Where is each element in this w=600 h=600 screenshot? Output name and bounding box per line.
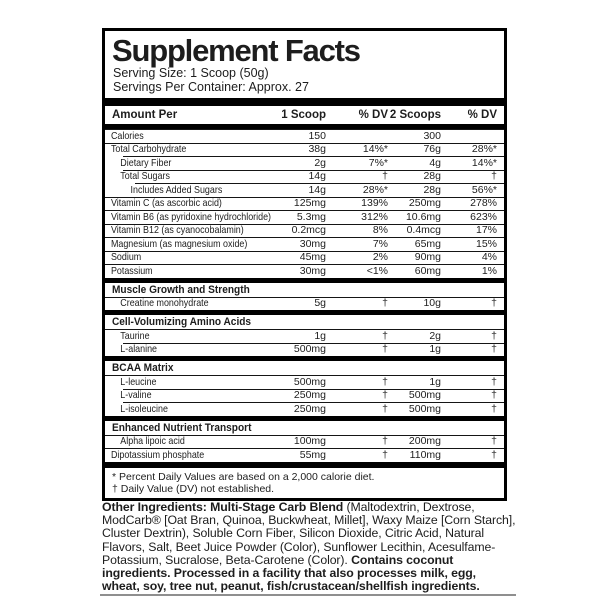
table-row <box>105 329 504 343</box>
ingredient-name: Potassium <box>110 264 153 277</box>
section-header-label: Muscle Growth and Strength <box>112 283 250 296</box>
panel-title: Supplement Facts <box>112 33 360 68</box>
amount-1-scoop: 1g <box>314 329 326 342</box>
dv-1-scoop: † <box>382 435 388 448</box>
amount-1-scoop: 500mg <box>293 343 326 356</box>
table-row <box>105 402 504 416</box>
dv-2-scoops: 4% <box>481 251 497 264</box>
ingredient-name: Dietary Fiber <box>120 156 172 169</box>
other-ingredients-intro: Other Ingredients: Multi-Stage Carb Blend <box>102 500 344 514</box>
column-1-scoop: 1 Scoop <box>281 109 326 121</box>
serving-info <box>105 67 504 94</box>
ingredient-name: Vitamin C (as ascorbic acid) <box>110 197 222 210</box>
amount-2-scoops: 4g <box>429 156 441 169</box>
amount-2-scoops: 28g <box>423 170 441 183</box>
dv-2-scoops: 14%* <box>471 156 497 169</box>
table-row <box>105 251 504 265</box>
column-dv-2: % DV <box>467 109 497 121</box>
footnote-dv-not-established: † Daily Value (DV) not established. <box>112 482 275 495</box>
separator-bar-thick <box>105 98 504 106</box>
section-header-label: Enhanced Nutrient Transport <box>112 421 252 434</box>
dv-2-scoops: † <box>491 375 497 388</box>
table-row <box>105 264 504 278</box>
ingredient-name: Total Carbohydrate <box>110 143 187 156</box>
dv-1-scoop: 312% <box>361 210 388 223</box>
amount-1-scoop: 125mg <box>293 197 326 210</box>
dv-2-scoops: 623% <box>470 210 497 223</box>
dv-2-scoops: † <box>491 170 497 183</box>
table-row <box>105 435 504 449</box>
amount-1-scoop: 150 <box>308 129 326 142</box>
amount-1-scoop: 14g <box>308 183 326 196</box>
dv-1-scoop: 139% <box>361 197 388 210</box>
amount-1-scoop: 500mg <box>293 375 326 388</box>
dv-1-scoop: <1% <box>366 264 388 277</box>
amount-2-scoops: 10.6mg <box>405 210 441 223</box>
dv-2-scoops: † <box>491 343 497 356</box>
section-header-label: BCAA Matrix <box>112 362 174 374</box>
amount-2-scoops: 500mg <box>408 389 441 402</box>
section-header-row <box>105 416 504 435</box>
amount-1-scoop: 14g <box>308 170 326 183</box>
amount-1-scoop: 5g <box>314 297 326 310</box>
dv-2-scoops: † <box>491 402 497 415</box>
ingredient-name: Taurine <box>120 329 150 342</box>
section-header-label: Cell-Volumizing Amino Acids <box>112 316 252 328</box>
servings-per-container: Servings Per Container: Approx. 27 <box>113 79 309 94</box>
amount-1-scoop: 45mg <box>299 251 326 264</box>
amount-2-scoops: 1g <box>429 375 441 388</box>
dv-1-scoop: † <box>382 170 388 183</box>
amount-2-scoops: 110mg <box>409 448 441 461</box>
table-row <box>105 237 504 251</box>
dv-2-scoops: 56%* <box>471 183 497 196</box>
allergen-statement: Contains coconut ingredients. Processed in a facility that also processes milk, egg, wheat, soy, tree nut, peanut, fish/crustacean/shellfish ingredients. <box>102 552 480 594</box>
amount-2-scoops: 65mg <box>414 237 441 250</box>
dv-1-scoop: 28%* <box>362 183 388 196</box>
amount-1-scoop: 250mg <box>293 402 326 415</box>
table-row <box>105 143 504 157</box>
amount-2-scoops: 2g <box>429 329 441 342</box>
amount-2-scoops: 60mg <box>414 264 441 277</box>
ingredient-name: Calories <box>110 129 144 142</box>
ingredient-name: Sodium <box>110 251 142 264</box>
dv-2-scoops: 278% <box>470 197 497 210</box>
other-ingredients-paragraph <box>102 501 516 593</box>
amount-2-scoops: 300 <box>423 129 441 142</box>
ingredient-name: Vitamin B6 (as pyridoxine hydrochloride) <box>110 210 272 223</box>
table-row <box>105 210 504 224</box>
footnotes <box>105 462 504 498</box>
ingredient-name: L-leucine <box>120 375 157 388</box>
ingredient-name: Dipotassium phosphate <box>110 448 205 461</box>
ingredient-name: Magnesium (as magnesium oxide) <box>110 237 248 250</box>
dv-1-scoop: 14%* <box>362 143 388 156</box>
dv-1-scoop: † <box>382 329 388 342</box>
table-row <box>105 375 504 389</box>
table-row <box>105 343 504 357</box>
facts-entries <box>105 129 504 462</box>
supplement-facts-panel <box>102 28 507 501</box>
table-row <box>105 156 504 170</box>
table-row <box>105 129 504 143</box>
amount-1-scoop: 30mg <box>299 264 326 277</box>
table-row <box>105 224 504 238</box>
dv-1-scoop: 7% <box>372 237 388 250</box>
dv-2-scoops: 1% <box>481 264 497 277</box>
ingredient-name: Vitamin B12 (as cyanocobalamin) <box>110 224 244 237</box>
ingredient-name: L-valine <box>120 389 152 402</box>
dv-1-scoop: † <box>382 448 388 461</box>
amount-2-scoops: 250mg <box>408 197 441 210</box>
amount-2-scoops: 10g <box>423 297 441 310</box>
amount-2-scoops: 0.4mcg <box>406 224 441 237</box>
column-dv-1: % DV <box>358 109 388 121</box>
amount-1-scoop: 0.2mcg <box>291 224 326 237</box>
bottom-divider-rule <box>100 594 516 596</box>
dv-1-scoop: † <box>382 375 388 388</box>
amount-1-scoop: 55mg <box>299 448 326 461</box>
dv-1-scoop: † <box>382 297 388 310</box>
ingredient-name: Alpha lipoic acid <box>120 435 185 448</box>
amount-1-scoop: 38g <box>308 143 326 156</box>
section-header-row <box>105 310 504 329</box>
table-row <box>105 170 504 184</box>
table-row <box>105 389 504 403</box>
amount-2-scoops: 500mg <box>408 402 441 415</box>
amount-1-scoop: 100mg <box>293 435 326 448</box>
table-row <box>105 197 504 211</box>
table-row <box>105 297 504 311</box>
ingredient-name: Total Sugars <box>120 170 170 183</box>
amount-1-scoop: 2g <box>314 156 326 169</box>
ingredient-name: Creatine monohydrate <box>120 297 209 310</box>
section-header-row <box>105 278 504 297</box>
dv-1-scoop: † <box>382 389 388 402</box>
dv-1-scoop: 2% <box>372 251 388 264</box>
ingredient-name: L-alanine <box>120 343 158 356</box>
serving-size: Serving Size: 1 Scoop (50g) <box>113 66 269 80</box>
dv-1-scoop: 8% <box>372 224 388 237</box>
table-row <box>105 448 504 462</box>
table-header-row <box>105 106 504 129</box>
amount-1-scoop: 250mg <box>293 389 326 402</box>
amount-1-scoop: 5.3mg <box>296 210 326 223</box>
amount-2-scoops: 28g <box>423 183 441 196</box>
column-amount-per: Amount Per <box>112 109 178 121</box>
dv-2-scoops: 28%* <box>471 143 497 156</box>
dv-2-scoops: † <box>491 297 497 310</box>
dv-2-scoops: † <box>491 329 497 342</box>
dv-2-scoops: † <box>491 448 497 461</box>
ingredient-name: L-isoleucine <box>120 402 168 415</box>
section-header-row <box>105 356 504 375</box>
dv-2-scoops: † <box>491 435 497 448</box>
table-row <box>105 183 504 197</box>
amount-1-scoop: 30mg <box>299 237 326 250</box>
amount-2-scoops: 200mg <box>408 435 441 448</box>
other-ingredients-body: (Maltodextrin, Dextrose, ModCarb® [Oat Bran, Quinoa, Buckwheat, Millet], Waxy Maize [Corn Starch], Cluster Dextrin), Soluble Corn Fiber, Silicon Dioxide, Citric Acid, Natural Flavors, Salt, Beet Juice Powder (Color), Sunflower Lecithin, Acesulfame-Potassium, Sucralose, Beta-Carotene (Color). <box>102 500 516 567</box>
dv-1-scoop: † <box>382 343 388 356</box>
dv-2-scoops: 15% <box>475 237 497 250</box>
dv-1-scoop: † <box>382 402 388 415</box>
column-2-scoops: 2 Scoops <box>389 109 441 121</box>
dv-2-scoops: † <box>491 389 497 402</box>
dv-2-scoops: 17% <box>475 224 497 237</box>
footnote-daily-values: * Percent Daily Values are based on a 2,000 calorie diet. <box>112 470 375 483</box>
amount-2-scoops: 90mg <box>414 251 441 264</box>
amount-2-scoops: 1g <box>429 343 441 356</box>
dv-1-scoop: 7%* <box>368 156 388 169</box>
ingredient-name: Includes Added Sugars <box>130 183 223 196</box>
amount-2-scoops: 76g <box>423 143 441 156</box>
